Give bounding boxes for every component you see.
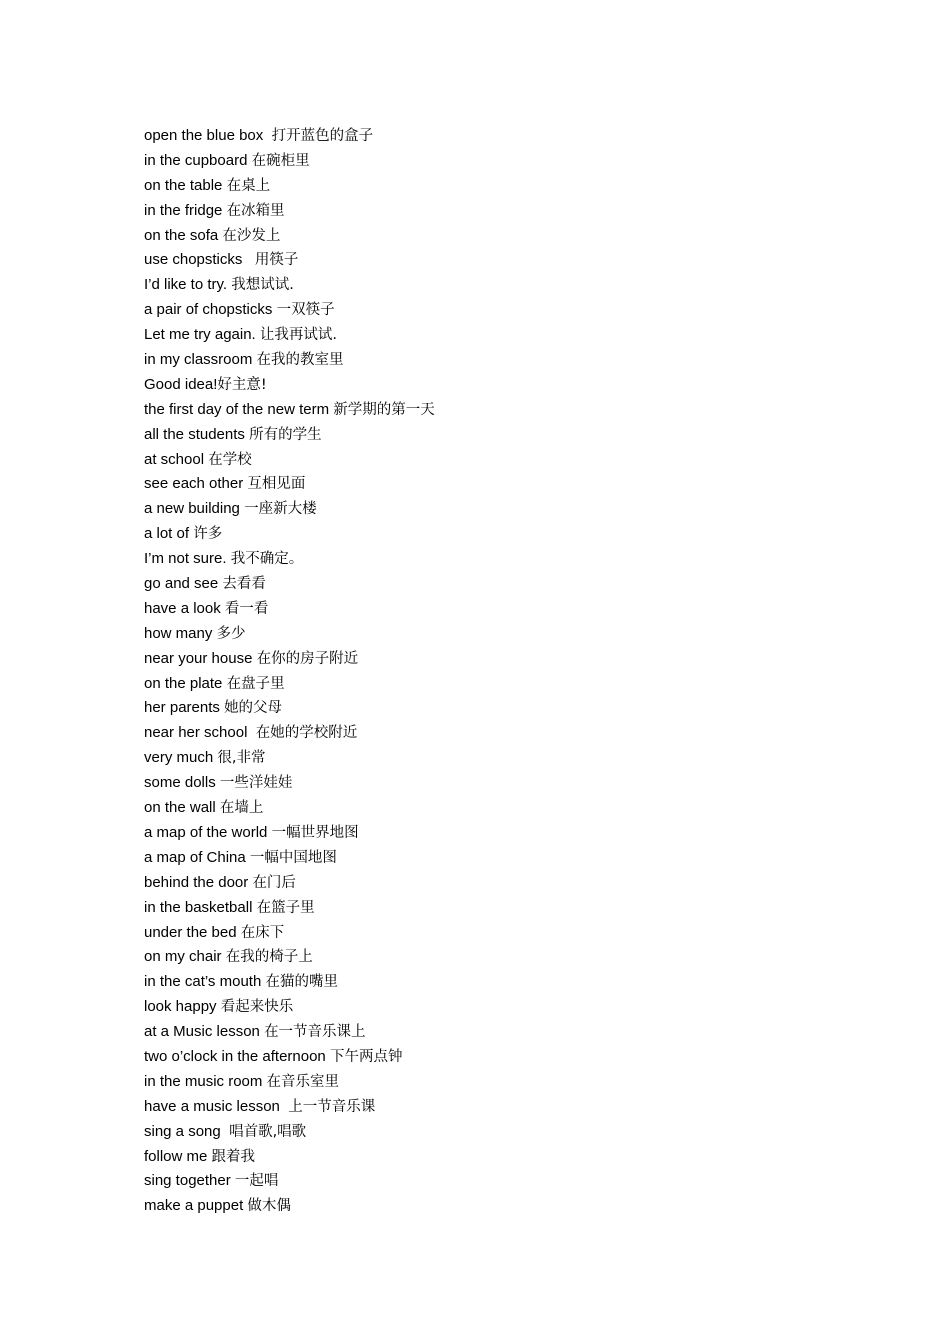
phrase-english: open the blue box — [144, 127, 264, 144]
phrase-chinese: 很,非常 — [217, 750, 266, 767]
phrase-line — [144, 896, 435, 921]
phrase-separator — [263, 127, 271, 144]
phrase-line — [144, 1045, 435, 1070]
phrase-chinese: 所有的学生 — [249, 426, 322, 443]
phrase-english: on the plate — [144, 674, 223, 692]
phrase-chinese: 在你的房子附近 — [256, 650, 359, 667]
phrase-chinese: 在她的学校附近 — [255, 725, 358, 742]
phrase-chinese: 在篮子里 — [256, 899, 315, 916]
phrase-english: on the wall — [144, 799, 216, 817]
phrase-chinese: 好主意! — [217, 376, 267, 393]
phrase-english: sing a song — [144, 1122, 221, 1140]
phrase-chinese: 一些洋娃娃 — [219, 775, 293, 792]
phrase-english: a pair of chopsticks — [144, 301, 273, 319]
phrase-chinese: 一座新大楼 — [244, 501, 317, 518]
phrase-english: on the sofa — [144, 226, 219, 244]
phrase-english: Good idea! — [144, 375, 218, 393]
phrase-line — [144, 746, 435, 771]
phrase-chinese: 看起来快乐 — [220, 999, 294, 1016]
phrase-line — [144, 572, 435, 597]
phrase-chinese: 上一节音乐课 — [288, 1098, 376, 1115]
phrase-line — [144, 970, 435, 995]
phrase-english: have a look — [144, 599, 221, 617]
phrase-chinese: 去看看 — [222, 576, 266, 593]
phrase-english: in the basketball — [144, 898, 253, 916]
phrase-line — [144, 1145, 435, 1170]
phrase-line — [144, 273, 435, 298]
phrase-separator — [280, 1098, 288, 1115]
phrase-english: Let me try again. — [144, 326, 256, 344]
phrase-line — [144, 821, 435, 846]
phrase-english: look happy — [144, 998, 217, 1016]
phrase-english: follow me — [144, 1147, 208, 1165]
phrase-english: have a music lesson — [144, 1097, 280, 1115]
phrase-chinese: 在沙发上 — [222, 227, 281, 244]
phrase-line — [144, 1020, 435, 1045]
phrase-english: sing together — [144, 1172, 231, 1190]
phrase-english: at a Music lesson — [144, 1023, 260, 1041]
phrase-chinese: 在学校 — [208, 451, 252, 468]
phrase-chinese: 一幅中国地图 — [249, 849, 337, 866]
phrase-chinese: 一幅世界地图 — [271, 824, 359, 841]
phrase-line — [144, 871, 435, 896]
phrase-chinese: 我不确定。 — [230, 551, 304, 568]
phrase-line — [144, 522, 435, 547]
phrase-english: in the fridge — [144, 201, 223, 219]
phrase-chinese: 唱首歌,唱歌 — [229, 1123, 307, 1140]
phrase-english: on my chair — [144, 948, 222, 966]
phrase-chinese: 多少 — [216, 625, 246, 642]
phrase-english: near her school — [144, 724, 248, 742]
phrase-line — [144, 995, 435, 1020]
phrase-line — [144, 497, 435, 522]
phrase-line — [144, 448, 435, 473]
phrase-chinese: 她的父母 — [224, 700, 283, 717]
phrase-english: how many — [144, 624, 213, 642]
phrase-english: her parents — [144, 699, 220, 717]
phrase-line — [144, 1169, 435, 1194]
phrase-english: a lot of — [144, 525, 190, 543]
phrase-chinese: 新学期的第一天 — [333, 401, 435, 418]
phrase-line — [144, 721, 435, 746]
phrase-separator — [221, 1123, 229, 1140]
phrase-chinese: 在门后 — [252, 874, 296, 891]
phrase-separator — [247, 724, 255, 741]
phrase-line — [144, 323, 435, 348]
phrase-line — [144, 846, 435, 871]
phrase-chinese: 做木偶 — [247, 1198, 291, 1215]
phrase-english: I’d like to try. — [144, 276, 228, 294]
phrase-english: behind the door — [144, 873, 249, 891]
phrase-line — [144, 248, 435, 273]
phrase-english: use chopsticks — [144, 251, 243, 269]
phrase-list — [144, 124, 435, 1219]
phrase-chinese: 许多 — [193, 526, 223, 543]
phrase-line — [144, 149, 435, 174]
phrase-english: all the students — [144, 425, 245, 443]
phrase-english: I’m not sure. — [144, 550, 227, 568]
phrase-chinese: 在猫的嘴里 — [265, 974, 338, 991]
phrase-line — [144, 472, 435, 497]
phrase-chinese: 看一看 — [224, 600, 269, 617]
phrase-chinese: 下午两点钟 — [329, 1048, 403, 1065]
phrase-english: in the music room — [144, 1072, 263, 1090]
phrase-english: under the bed — [144, 923, 237, 941]
phrase-chinese: 一起唱 — [234, 1173, 279, 1190]
phrase-line — [144, 622, 435, 647]
phrase-chinese: 在冰箱里 — [226, 202, 285, 219]
phrase-line — [144, 672, 435, 697]
phrase-english: see each other — [144, 475, 244, 493]
phrase-english: some dolls — [144, 774, 216, 792]
phrase-line — [144, 373, 435, 398]
phrase-line — [144, 1120, 435, 1145]
phrase-line — [144, 1194, 435, 1219]
phrase-english: a map of China — [144, 848, 246, 866]
phrase-line — [144, 696, 435, 721]
phrase-chinese: 用筷子 — [254, 252, 299, 269]
phrase-chinese: 在一节音乐课上 — [264, 1024, 366, 1041]
phrase-chinese: 一双筷子 — [276, 302, 335, 319]
phrase-english: the first day of the new term — [144, 400, 330, 418]
phrase-english: on the table — [144, 176, 223, 194]
phrase-line — [144, 199, 435, 224]
phrase-chinese: 在桌上 — [226, 177, 271, 194]
phrase-line — [144, 298, 435, 323]
phrase-chinese: 让我再试试. — [259, 327, 338, 344]
phrase-line — [144, 796, 435, 821]
phrase-chinese: 在我的椅子上 — [225, 949, 313, 966]
phrase-line — [144, 597, 435, 622]
phrase-english: go and see — [144, 575, 219, 593]
phrase-chinese: 在碗柜里 — [251, 152, 310, 169]
phrase-english: a map of the world — [144, 823, 268, 841]
phrase-chinese: 打开蓝色的盒子 — [271, 128, 374, 144]
phrase-line — [144, 423, 435, 448]
phrase-line — [144, 647, 435, 672]
phrase-chinese: 在盘子里 — [226, 675, 285, 692]
phrase-english: two o’clock in the afternoon — [144, 1047, 326, 1065]
phrase-line — [144, 771, 435, 796]
phrase-english: at school — [144, 450, 205, 468]
phrase-line — [144, 921, 435, 946]
phrase-chinese: 在我的教室里 — [256, 352, 344, 369]
phrase-english: near your house — [144, 649, 253, 667]
phrase-chinese: 在墙上 — [219, 800, 264, 817]
phrase-english: in my classroom — [144, 351, 253, 369]
phrase-separator — [242, 251, 255, 268]
phrase-line — [144, 174, 435, 199]
phrase-chinese: 我想试试. — [231, 277, 294, 294]
phrase-english: in the cat’s mouth — [144, 973, 262, 991]
phrase-line — [144, 547, 435, 572]
phrase-chinese: 互相见面 — [247, 476, 306, 493]
phrase-line — [144, 945, 435, 970]
phrase-line — [144, 398, 435, 423]
phrase-english: a new building — [144, 500, 240, 518]
phrase-line — [144, 224, 435, 249]
phrase-line — [144, 1095, 435, 1120]
phrase-line — [144, 1070, 435, 1095]
phrase-chinese: 在音乐室里 — [266, 1073, 340, 1090]
phrase-chinese: 在床下 — [240, 924, 285, 941]
phrase-english: make a puppet — [144, 1197, 244, 1215]
phrase-chinese: 跟着我 — [211, 1148, 256, 1165]
phrase-line — [144, 124, 435, 149]
phrase-line — [144, 348, 435, 373]
phrase-english: in the cupboard — [144, 151, 248, 169]
phrase-english: very much — [144, 749, 214, 767]
